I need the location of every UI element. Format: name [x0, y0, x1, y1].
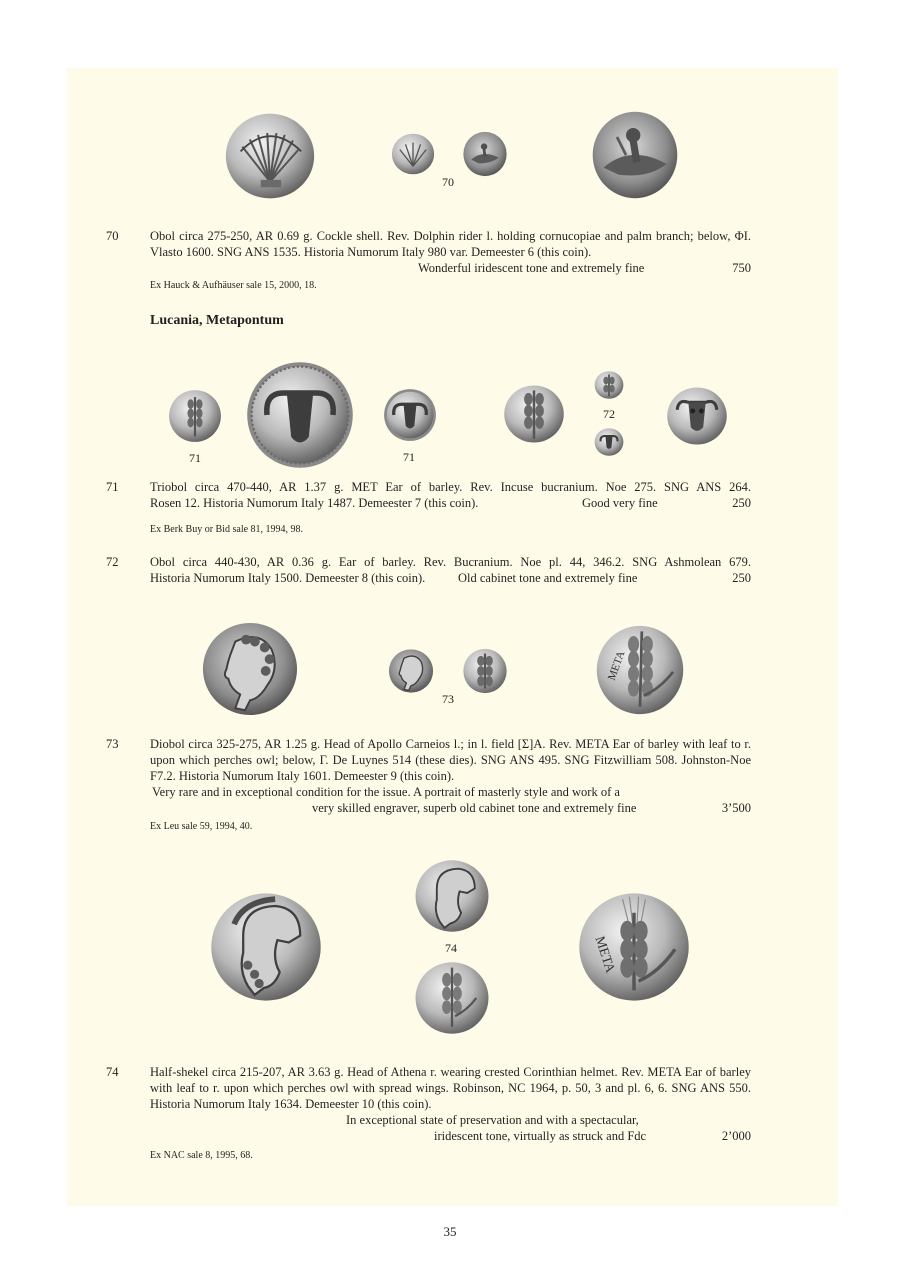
- lot-73-description-text: Diobol circa 325-275, AR 1.25 g. Head of Apollo Carneios l.; in l. field [Σ]A. Rev. META Ear of barley with leaf to r. upon which perches owl; below, Γ. De Luynes 514 (these dies). SNG ANS 495. SNG Fitzwilliam 508. Johnston-Noe F7.2. Historia Numorum Italy 1601. Demeester 9 (this coin).: [150, 737, 751, 783]
- lot-71-provenance: Ex Berk Buy or Bid sale 81, 1994, 98.: [150, 524, 304, 535]
- lot-70-image-label: 70: [442, 175, 454, 189]
- coin-74-reverse-large-image: [576, 890, 692, 1004]
- coin-72-reverse-large-image: [662, 385, 732, 447]
- barley-ear-icon: [499, 383, 569, 445]
- lot-74-grade-line-2: iridescent tone, virtually as struck and Fdc: [434, 1129, 647, 1143]
- section-heading: Lucania, Metapontum: [150, 313, 284, 328]
- lot-71-description-line-1: Triobol circa 470-440, AR 1.37 g. MET Ear of barley. Rev. Incuse bucranium. Noe 275. SNG ANS 264.: [150, 480, 751, 494]
- lot-73-image-label: 73: [442, 692, 454, 706]
- lot-72-description-line-2: Historia Numorum Italy 1500. Demeester 8 (this coin).: [150, 571, 426, 585]
- coin-72-obverse-small-image: [592, 370, 626, 400]
- cockle-shell-icon: [222, 110, 318, 202]
- lot-74-grade-line-1: In exceptional state of preservation and with a spectacular,: [346, 1113, 639, 1127]
- coin-73-reverse-large-image: [594, 618, 686, 722]
- barley-ear-with-owl-icon: [576, 890, 692, 1004]
- lot-72-estimate: 250: [732, 571, 751, 585]
- lot-72-number: 72: [106, 555, 119, 569]
- lot-71-description-line-2: Rosen 12. Historia Numorum Italy 1487. Demeester 7 (this coin).: [150, 496, 479, 510]
- coin-74-obverse-large-image: [207, 890, 325, 1004]
- lot-73-grade-line-1: Very rare and in exceptional condition for the issue. A portrait of masterly style and work of a: [152, 785, 620, 799]
- coin-74-obverse-small-image: [413, 858, 491, 934]
- lot-73-number: 73: [106, 737, 119, 751]
- bucranium-icon: [383, 388, 437, 442]
- lot-74-estimate: 2’000: [721, 1129, 751, 1143]
- lot-74-provenance: Ex NAC sale 8, 1995, 68.: [150, 1150, 253, 1161]
- dolphin-rider-icon: [462, 130, 508, 178]
- lot-71-number: 71: [106, 480, 119, 494]
- lot-70-estimate: 750: [732, 261, 751, 275]
- lot-71-image-label-right: 71: [403, 450, 415, 464]
- lot-73-grade-line-2: very skilled engraver, superb old cabinet tone and extremely fine: [312, 801, 637, 815]
- coin-73-legend: META: [605, 649, 628, 683]
- lot-73-estimate: 3’500: [721, 801, 751, 815]
- cockle-shell-icon: [390, 132, 436, 176]
- apollo-head-icon: [387, 648, 435, 694]
- page-number: 35: [443, 1224, 457, 1239]
- lot-71-image-label-left: 71: [189, 451, 201, 465]
- bucranium-icon: [245, 360, 355, 470]
- lot-71-grade: Good very fine: [582, 496, 658, 510]
- lot-74-description-text: Half-shekel circa 215-207, AR 3.63 g. Head of Athena r. wearing crested Corinthian helmet. Rev. META Ear of barley with leaf to r. upon which perches owl with spread wings. Robinson, NC 1964, p. 50, 3 and pl. 6, 6. SNG ANS 550. Historia Numorum Italy 1634. Demeester 10 (this coin).: [150, 1065, 751, 1111]
- lot-74-image-label: 74: [445, 941, 457, 955]
- dolphin-rider-icon: [590, 106, 680, 204]
- coin-72-obverse-large-image: [499, 383, 569, 445]
- coin-74-reverse-small-image: [413, 960, 491, 1036]
- coin-73-obverse-small-image: [387, 648, 435, 694]
- coin-73-obverse-large-image: [200, 620, 300, 718]
- bucranium-icon: [592, 427, 626, 457]
- lot-74-number: 74: [106, 1065, 119, 1079]
- coin-70-reverse-small-image: [462, 130, 508, 178]
- lot-73-provenance: Ex Leu sale 59, 1994, 40.: [150, 821, 253, 832]
- barley-ear-with-owl-icon: [413, 960, 491, 1036]
- coin-74-legend: META: [592, 934, 619, 975]
- coin-70-obverse-small-image: [390, 132, 436, 176]
- coin-72-reverse-small-image: [592, 427, 626, 457]
- barley-ear-with-owl-icon: [594, 618, 686, 722]
- lot-72-description-line-1: Obol circa 440-430, AR 0.36 g. Ear of barley. Rev. Bucranium. Noe pl. 44, 346.2. SNG Ashmolean 679.: [150, 555, 751, 569]
- coin-71-reverse-large-image: [245, 360, 355, 470]
- barley-ear-icon: [462, 646, 508, 696]
- barley-ear-icon: [168, 388, 222, 444]
- lot-72-image-label: 72: [603, 407, 615, 421]
- apollo-head-icon: [200, 620, 300, 718]
- bucranium-icon: [662, 385, 732, 447]
- lot-70-provenance: Ex Hauck & Aufhäuser sale 15, 2000, 18.: [150, 280, 317, 291]
- lot-70-description-text: Obol circa 275-250, AR 0.69 g. Cockle shell. Rev. Dolphin rider l. holding cornucopiae and palm branch; below, ΦΙ. Vlasto 1600. SNG ANS 1535. Historia Numorum Italy 980 var. Demeester 6 (this coin).: [150, 229, 751, 259]
- lot-73-description: [150, 736, 751, 784]
- lot-70-number: 70: [106, 229, 119, 243]
- lot-74-description: [150, 1064, 751, 1112]
- coin-70-obverse-large-image: [222, 110, 318, 202]
- coin-70-reverse-large-image: [590, 106, 680, 204]
- lot-70-description: [150, 228, 751, 260]
- lot-70-grade: Wonderful iridescent tone and extremely fine: [418, 261, 645, 275]
- coin-71-obverse-image: [168, 388, 222, 444]
- lot-72-grade: Old cabinet tone and extremely fine: [458, 571, 638, 585]
- barley-ear-icon: [592, 370, 626, 400]
- athena-helmet-icon: [413, 858, 491, 934]
- coin-73-reverse-small-image: [462, 646, 508, 696]
- athena-helmet-icon: [207, 890, 325, 1004]
- lot-71-estimate: 250: [732, 496, 751, 510]
- coin-71-reverse-small-image: [383, 388, 437, 442]
